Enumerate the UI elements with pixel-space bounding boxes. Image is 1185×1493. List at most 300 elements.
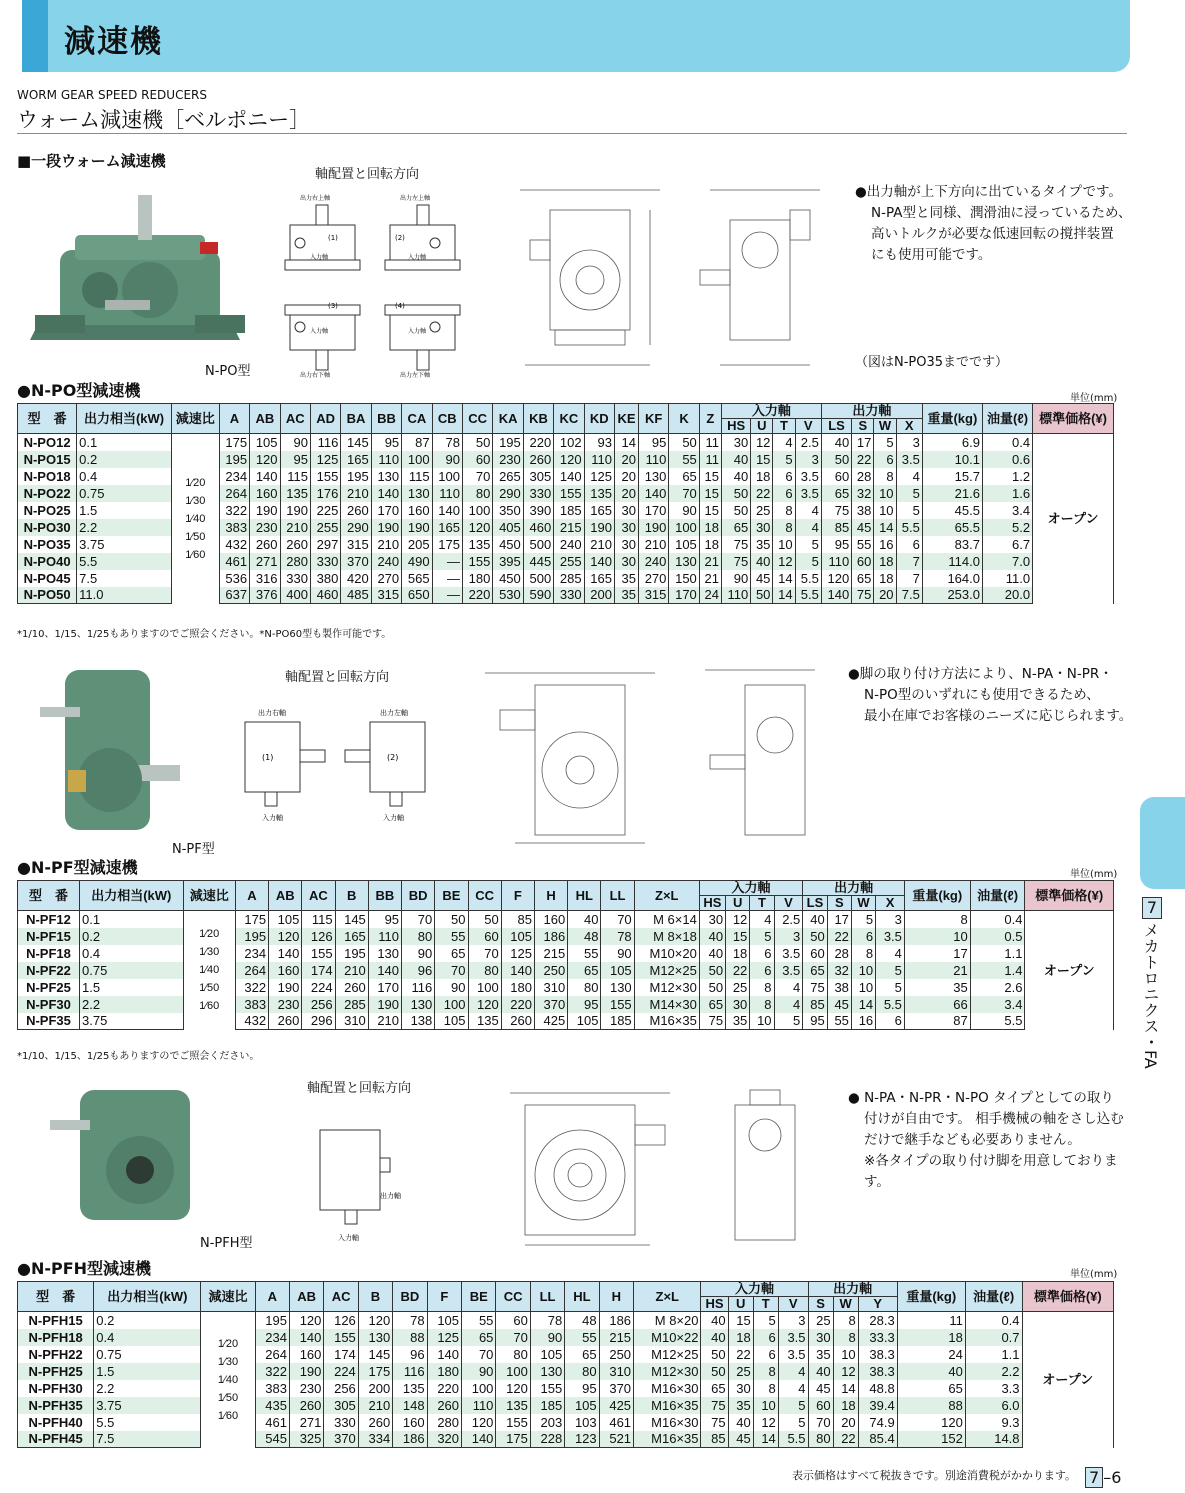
value-cell: 10: [773, 536, 795, 553]
section-title: ■一段ウォーム減速機: [17, 152, 166, 170]
value-cell: 155: [601, 996, 634, 1013]
model-cell: N-PF18: [18, 945, 80, 962]
value-cell: 22: [751, 485, 773, 502]
value-cell: 405: [493, 519, 523, 536]
value-cell: 195: [219, 451, 249, 468]
npfh-side-drawing: [710, 1085, 820, 1255]
value-cell: 260: [427, 1397, 461, 1414]
ratio-value: 1⁄50: [185, 530, 206, 543]
value-cell: 280: [427, 1414, 461, 1431]
npo-side-drawing: [680, 180, 840, 375]
value-cell: 8: [753, 1380, 778, 1397]
value-cell: 4: [774, 979, 803, 996]
value-cell: 190: [280, 502, 310, 519]
value-cell: 3: [876, 911, 905, 928]
value-cell: 90: [462, 1363, 496, 1380]
value-cell: 260: [280, 536, 310, 553]
value-cell: 290: [341, 519, 371, 536]
value-cell: 224: [302, 979, 335, 996]
value-cell: 60: [803, 945, 827, 962]
npo-label-out-left: 出力左上軸: [400, 195, 431, 202]
value-cell: 256: [324, 1380, 358, 1397]
value-cell: 105: [501, 928, 534, 945]
header-dimension: BB: [371, 404, 401, 434]
value-cell: 60: [462, 451, 492, 468]
value-cell: 18: [897, 1329, 965, 1346]
value-cell: 4: [778, 1380, 808, 1397]
header-dimension: AC: [280, 404, 310, 434]
value-cell: 175: [358, 1363, 392, 1380]
value-cell: 75: [701, 1397, 728, 1414]
value-cell: 140: [269, 945, 302, 962]
value-cell: 155: [310, 468, 340, 485]
value-cell: 35: [726, 1013, 750, 1030]
value-cell: 140: [289, 1329, 323, 1346]
value-cell: 165: [341, 451, 371, 468]
value-cell: 5.5: [795, 587, 821, 604]
value-cell: 20: [615, 451, 639, 468]
value-cell: 140: [427, 1346, 461, 1363]
value-cell: M12×30: [634, 979, 699, 996]
value-cell: 100: [432, 468, 462, 485]
value-cell: 115: [402, 468, 432, 485]
value-cell: 160: [269, 962, 302, 979]
value-cell: 45: [852, 519, 874, 536]
value-cell: 22: [833, 1431, 858, 1448]
ratio-cell: [183, 911, 235, 1030]
header-shaft-dim: HS: [701, 1297, 728, 1312]
value-cell: 28: [827, 945, 851, 962]
value-cell: 85: [501, 911, 534, 928]
value-cell: 30: [699, 911, 725, 928]
value-cell: 45: [751, 570, 773, 587]
value-cell: 1.6: [982, 485, 1032, 502]
ratio-value: 1⁄60: [199, 1000, 220, 1013]
value-cell: 6: [773, 468, 795, 485]
value-cell: 120: [289, 1312, 323, 1329]
value-cell: 315: [341, 536, 371, 553]
value-cell: M10×22: [634, 1329, 701, 1346]
npo-label-4: (4): [395, 302, 405, 310]
value-cell: 310: [534, 979, 567, 996]
value-cell: 5: [750, 928, 774, 945]
power-cell: 1.5: [80, 979, 184, 996]
npfh-product-photo: [40, 1080, 200, 1230]
npfh-note-line: ● N-PA・N-PR・N-PO タイプとしての取り: [848, 1090, 1114, 1106]
value-cell: 35: [615, 570, 639, 587]
value-cell: 55: [568, 945, 601, 962]
header-dimension: AB: [250, 404, 280, 434]
table-row: [18, 1414, 1114, 1431]
value-cell: 45: [827, 996, 851, 1013]
value-cell: 135: [584, 485, 614, 502]
value-cell: 116: [402, 979, 435, 996]
value-cell: 3.5: [795, 468, 821, 485]
value-cell: 155: [324, 1329, 358, 1346]
table-row: [18, 1329, 1114, 1346]
value-cell: 125: [584, 468, 614, 485]
value-cell: 50: [699, 979, 725, 996]
value-cell: 110: [371, 451, 401, 468]
value-cell: 110: [721, 587, 750, 604]
header-dimension: B: [335, 881, 368, 911]
npo-figure-note: （図はN-PO35までです）: [855, 355, 1009, 370]
value-cell: 14: [851, 996, 875, 1013]
value-cell: 90: [435, 979, 468, 996]
value-cell: 50: [721, 502, 750, 519]
value-cell: 190: [250, 502, 280, 519]
value-cell: 48.8: [858, 1380, 897, 1397]
value-cell: 370: [341, 553, 371, 570]
chapter-number: 7: [1142, 897, 1162, 919]
value-cell: 2.5: [774, 911, 803, 928]
value-cell: 8: [750, 996, 774, 1013]
header-model: 型 番: [18, 404, 77, 434]
value-cell: 50: [701, 1363, 728, 1380]
header-dimension: Z×L: [634, 881, 699, 911]
value-cell: 110: [821, 553, 851, 570]
value-cell: 8: [833, 1329, 858, 1346]
value-cell: 425: [599, 1397, 633, 1414]
value-cell: M16×35: [634, 1431, 701, 1448]
value-cell: 5: [795, 553, 821, 570]
value-cell: 220: [523, 434, 553, 451]
value-cell: 500: [523, 536, 553, 553]
value-cell: 234: [219, 468, 249, 485]
value-cell: 215: [534, 945, 567, 962]
value-cell: 1.4: [970, 962, 1025, 979]
subtitle-japanese: ウォーム減速機［ベルポニー］: [17, 108, 311, 132]
value-cell: 170: [368, 979, 401, 996]
value-cell: 70: [468, 945, 501, 962]
value-cell: 170: [371, 502, 401, 519]
value-cell: 65: [699, 996, 725, 1013]
value-cell: 87: [402, 434, 432, 451]
value-cell: 253.0: [922, 587, 982, 604]
value-cell: 140: [501, 962, 534, 979]
value-cell: 4: [795, 502, 821, 519]
model-cell: N-PFH40: [18, 1414, 94, 1431]
value-cell: 265: [493, 468, 523, 485]
value-cell: 6: [750, 945, 774, 962]
ratio-value: 1⁄40: [185, 512, 206, 525]
npfh-unit: 単位(mm): [1070, 1269, 1118, 1280]
value-cell: 78: [601, 928, 634, 945]
npo-diagram-title: 軸配置と回転方向: [315, 167, 420, 182]
table-row: [18, 928, 1114, 945]
value-cell: 38: [852, 502, 874, 519]
value-cell: 250: [534, 962, 567, 979]
value-cell: 120: [358, 1312, 392, 1329]
value-cell: 105: [568, 1013, 601, 1030]
value-cell: 65.5: [922, 519, 982, 536]
value-cell: 5.5: [778, 1431, 808, 1448]
value-cell: 190: [584, 519, 614, 536]
header-dimension: F: [501, 881, 534, 911]
npfh-caption: N-PFH型: [200, 1236, 253, 1251]
value-cell: 4: [778, 1363, 808, 1380]
value-cell: 130: [601, 979, 634, 996]
value-cell: 20: [833, 1414, 858, 1431]
model-cell: N-PO30: [18, 519, 77, 536]
value-cell: 6: [753, 1346, 778, 1363]
value-cell: 330: [324, 1414, 358, 1431]
value-cell: 190: [269, 979, 302, 996]
value-cell: 256: [302, 996, 335, 1013]
value-cell: 155: [554, 485, 584, 502]
table-row: [18, 1431, 1114, 1448]
value-cell: 2.6: [970, 979, 1025, 996]
header-dimension: CC: [496, 1282, 530, 1312]
npo-note-line: ●出力軸が上下方向に出ているタイプです。: [855, 184, 1122, 200]
value-cell: 130: [402, 996, 435, 1013]
header-shaft-dim: LS: [821, 419, 851, 434]
value-cell: 55: [462, 1312, 496, 1329]
value-cell: 35: [808, 1346, 833, 1363]
value-cell: 370: [599, 1380, 633, 1397]
header-weight: 重量(kg): [897, 1282, 965, 1312]
value-cell: 521: [599, 1431, 633, 1448]
value-cell: 50: [468, 911, 501, 928]
value-cell: 395: [493, 553, 523, 570]
model-cell: N-PO35: [18, 536, 77, 553]
value-cell: 75: [721, 553, 750, 570]
value-cell: 20.0: [982, 587, 1032, 604]
value-cell: 116: [393, 1363, 427, 1380]
value-cell: 3.3: [965, 1380, 1022, 1397]
header-shaft-dim: T: [750, 896, 774, 911]
value-cell: 48: [568, 928, 601, 945]
value-cell: 115: [280, 468, 310, 485]
value-cell: 80: [462, 485, 492, 502]
value-cell: 105: [435, 1013, 468, 1030]
value-cell: 135: [462, 536, 492, 553]
value-cell: 80: [808, 1431, 833, 1448]
value-cell: 370: [534, 996, 567, 1013]
header-dimension: AD: [310, 404, 340, 434]
value-cell: 123: [565, 1431, 599, 1448]
header-dimension: LL: [530, 1282, 564, 1312]
table-row: [18, 945, 1114, 962]
power-cell: 11.0: [77, 587, 172, 604]
value-cell: 7: [896, 570, 922, 587]
value-cell: 14: [615, 434, 639, 451]
page-num: –6: [1103, 1468, 1122, 1487]
model-cell: N-PFH18: [18, 1329, 94, 1346]
value-cell: 14: [753, 1431, 778, 1448]
value-cell: 140: [368, 962, 401, 979]
value-cell: 186: [599, 1312, 633, 1329]
header-shaft-dim: U: [751, 419, 773, 434]
value-cell: 485: [341, 587, 371, 604]
value-cell: 270: [638, 570, 668, 587]
value-cell: 70: [462, 1346, 496, 1363]
value-cell: 120: [554, 451, 584, 468]
value-cell: 260: [341, 502, 371, 519]
value-cell: 15: [699, 502, 721, 519]
value-cell: 3.5: [778, 1329, 808, 1346]
value-cell: 15: [728, 1312, 753, 1329]
value-cell: 15: [751, 451, 773, 468]
header-power: 出力相当(kW): [80, 881, 184, 911]
value-cell: 30: [751, 519, 773, 536]
value-cell: 100: [669, 519, 699, 536]
value-cell: 390: [523, 502, 553, 519]
value-cell: 40: [728, 1414, 753, 1431]
value-cell: 445: [523, 553, 553, 570]
value-cell: 7.0: [982, 553, 1032, 570]
header-dimension: CA: [402, 404, 432, 434]
power-cell: 0.2: [77, 451, 172, 468]
npo-table-title: ●N-PO型減速機: [17, 381, 141, 400]
value-cell: 88: [393, 1329, 427, 1346]
power-cell: 0.1: [80, 911, 184, 928]
value-cell: 78: [393, 1312, 427, 1329]
value-cell: 14: [773, 587, 795, 604]
header-dimension: HL: [565, 1282, 599, 1312]
table-row: [18, 996, 1114, 1013]
value-cell: 120: [897, 1414, 965, 1431]
value-cell: 24: [699, 587, 721, 604]
value-cell: 260: [358, 1414, 392, 1431]
value-cell: 30: [721, 434, 750, 451]
value-cell: 8: [773, 502, 795, 519]
header-shaft-dim: U: [728, 1297, 753, 1312]
value-cell: 130: [638, 468, 668, 485]
value-cell: 17: [852, 434, 874, 451]
value-cell: 195: [493, 434, 523, 451]
value-cell: 70: [462, 468, 492, 485]
value-cell: 176: [310, 485, 340, 502]
header-dimension: KA: [493, 404, 523, 434]
header-dimension: AB: [269, 881, 302, 911]
value-cell: 565: [402, 570, 432, 587]
value-cell: 6: [874, 451, 896, 468]
ratio-value: 1⁄20: [199, 928, 220, 941]
npf-label-input-2: 入力軸: [383, 814, 404, 822]
value-cell: 500: [523, 570, 553, 587]
npf-label-input-1: 入力軸: [262, 814, 283, 822]
value-cell: 10: [851, 979, 875, 996]
value-cell: 175: [432, 536, 462, 553]
value-cell: 8: [874, 468, 896, 485]
npo-label-input-4: 入力軸: [408, 328, 427, 335]
value-cell: 120: [496, 1380, 530, 1397]
value-cell: 165: [432, 519, 462, 536]
value-cell: 435: [255, 1397, 289, 1414]
value-cell: 7.5: [896, 587, 922, 604]
value-cell: 11: [897, 1312, 965, 1329]
value-cell: 203: [530, 1414, 564, 1431]
value-cell: 1.1: [965, 1346, 1022, 1363]
value-cell: 2.5: [795, 434, 821, 451]
header-dimension: CC: [468, 881, 501, 911]
value-cell: 110: [368, 928, 401, 945]
value-cell: 320: [427, 1431, 461, 1448]
value-cell: 105: [427, 1312, 461, 1329]
value-cell: 60: [852, 553, 874, 570]
npf-note-line: ●脚の取り付け方法により、N-PA・N-PR・: [848, 666, 1113, 682]
value-cell: 215: [554, 519, 584, 536]
value-cell: 6: [753, 1329, 778, 1346]
value-cell: 5: [876, 962, 905, 979]
header-shaft-dim: X: [876, 896, 905, 911]
value-cell: 165: [335, 928, 368, 945]
value-cell: 65: [852, 570, 874, 587]
value-cell: 155: [462, 553, 492, 570]
value-cell: 126: [302, 928, 335, 945]
value-cell: 195: [335, 945, 368, 962]
value-cell: 96: [402, 962, 435, 979]
value-cell: 220: [501, 996, 534, 1013]
price-cell: オープン: [1025, 911, 1114, 1030]
value-cell: 230: [493, 451, 523, 468]
npf-front-drawing: [455, 665, 685, 850]
power-cell: 2.2: [94, 1380, 201, 1397]
value-cell: 50: [462, 434, 492, 451]
value-cell: 15: [699, 468, 721, 485]
table-row: [18, 979, 1114, 996]
price-cell: オープン: [1033, 434, 1114, 604]
chapter-side-tab[interactable]: [1140, 797, 1185, 889]
model-cell: N-PO18: [18, 468, 77, 485]
value-cell: 164.0: [922, 570, 982, 587]
value-cell: 40: [751, 553, 773, 570]
value-cell: 40: [821, 434, 851, 451]
npf-notes: [848, 664, 1133, 727]
value-cell: 240: [371, 553, 401, 570]
value-cell: 30: [615, 502, 639, 519]
value-cell: 234: [235, 945, 268, 962]
value-cell: 140: [250, 468, 280, 485]
value-cell: 35: [751, 536, 773, 553]
value-cell: 110: [462, 1397, 496, 1414]
value-cell: 40: [699, 945, 725, 962]
value-cell: 297: [310, 536, 340, 553]
header-price: 標準価格(¥): [1033, 404, 1114, 434]
value-cell: 18: [874, 553, 896, 570]
value-cell: 290: [493, 485, 523, 502]
value-cell: 38.3: [858, 1363, 897, 1380]
header-shaft-dim: LS: [803, 896, 827, 911]
value-cell: 50: [669, 434, 699, 451]
value-cell: 135: [393, 1380, 427, 1397]
value-cell: 75: [803, 979, 827, 996]
value-cell: 50: [751, 587, 773, 604]
value-cell: 315: [371, 587, 401, 604]
value-cell: 5.5: [795, 570, 821, 587]
value-cell: 15: [699, 485, 721, 502]
value-cell: 20: [615, 485, 639, 502]
value-cell: 450: [493, 570, 523, 587]
value-cell: 250: [599, 1346, 633, 1363]
value-cell: M14×30: [634, 996, 699, 1013]
value-cell: 50: [721, 485, 750, 502]
header-shaft-dim: T: [753, 1297, 778, 1312]
npf-caption: N-PF型: [172, 842, 215, 857]
value-cell: 160: [393, 1414, 427, 1431]
value-cell: 10: [833, 1346, 858, 1363]
value-cell: 220: [462, 587, 492, 604]
value-cell: 5: [773, 451, 795, 468]
power-cell: 3.75: [80, 1013, 184, 1030]
value-cell: 22: [852, 451, 874, 468]
model-cell: N-PFH22: [18, 1346, 94, 1363]
value-cell: 461: [255, 1414, 289, 1431]
value-cell: 145: [358, 1346, 392, 1363]
value-cell: 3: [778, 1312, 808, 1329]
npf-label-out-right: 出力右軸: [258, 709, 286, 717]
